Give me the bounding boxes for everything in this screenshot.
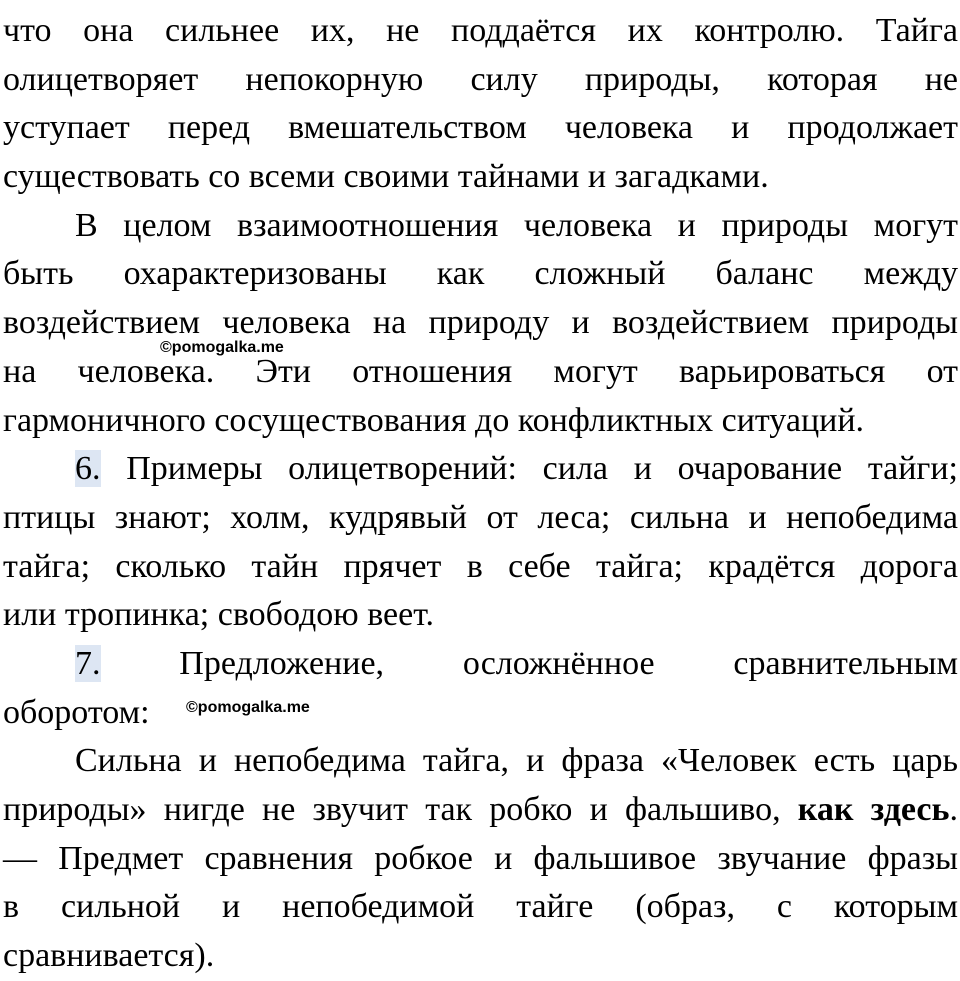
paragraph-1 — [3, 7, 958, 202]
text-fragment: природы» нигде не звучит так робко и фальшиво, — [3, 791, 798, 828]
document-page — [3, 7, 958, 981]
text-line: птицы знают; холм, кудрявый от леса; сильна и непобедима — [3, 498, 958, 536]
text-line: воздействием человека на природу и воздействием природы — [3, 304, 958, 342]
text-line: гармоничного сосуществования до конфликтных ситуаций. — [3, 401, 865, 439]
text-fragment: . — [949, 791, 958, 828]
text-line: сравнивается). — [3, 937, 215, 975]
text-line: оборотом: — [3, 693, 150, 731]
text-line: быть охарактеризованы как сложный баланс между — [3, 255, 958, 293]
text-fragment: Предложение, осложнённое сравнительным — [100, 644, 958, 682]
watermark: ©pomogalka.me — [186, 699, 310, 716]
text-line — [3, 445, 958, 494]
text-line: уступает перед вмешательством человека и продолжает — [3, 109, 958, 147]
text-line: или тропинка; свободою веет. — [3, 596, 435, 634]
text-line: олицетворяет непокорную силу природы, которая не — [3, 60, 958, 98]
text-line — [3, 786, 958, 835]
bold-fragment: как здесь — [797, 791, 950, 828]
text-line: в сильной и непобедимой тайге (образ, с которым — [3, 888, 958, 926]
text-line — [3, 640, 958, 689]
paragraph-answer-6 — [3, 445, 958, 640]
text-line: — Предмет сравнения робкое и фальшивое звучание фразы — [3, 839, 958, 877]
paragraph-answer-7 — [3, 640, 958, 737]
answer-number-6: 6. — [75, 450, 101, 488]
text-line: Сильна и непобедима тайга, и фраза «Человек есть царь — [75, 742, 958, 780]
paragraph-example — [3, 737, 958, 980]
text-line: на человека. Эти отношения могут варьироваться от — [3, 352, 958, 390]
answer-number-7: 7. — [75, 644, 101, 682]
text-fragment: Примеры олицетворений: сила и очарование тайги; — [100, 450, 958, 488]
text-line: тайга; сколько тайн прячет в себе тайга; крадётся дорога — [3, 547, 958, 585]
text-line: В целом взаимоотношения человека и природы могут — [75, 206, 958, 244]
paragraph-2 — [3, 202, 958, 445]
watermark: ©pomogalka.me — [160, 339, 284, 356]
text-line: существовать со всеми своими тайнами и загадками. — [3, 158, 769, 196]
text-line: что она сильнее их, не поддаётся их контролю. Тайга — [3, 12, 958, 49]
